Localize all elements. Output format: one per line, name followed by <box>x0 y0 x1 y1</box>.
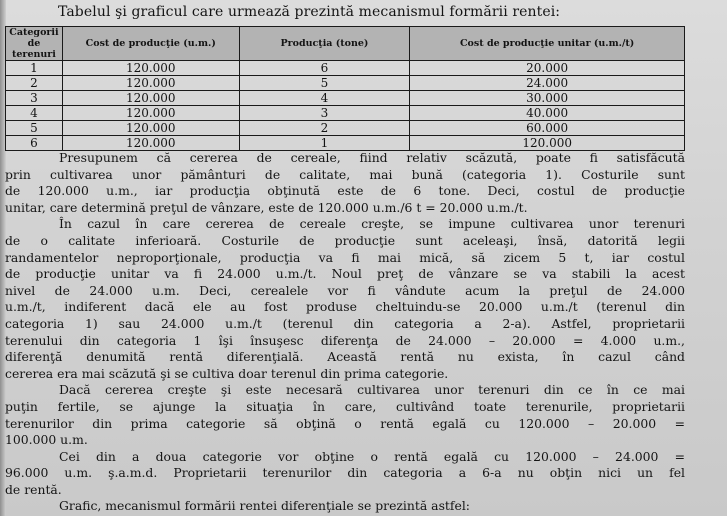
text-line: de producţie unitar va fi 24.000 u.m./t. Noul preţ de vânzare se va stabili la acest <box>5 266 685 282</box>
text-line: Dacă cererea creşte şi este necesară cultivarea unor terenuri din ce în ce mai <box>59 382 685 398</box>
table-cell: 120.000 <box>62 106 239 121</box>
text-line: puţin fertile, se ajunge la situaţia în care, cultivând toate terenurile, proprietarii <box>5 398 685 414</box>
text-line: prin cultivarea unor pământuri de calitate, mai bună (categoria 1). Costurile sunt <box>5 166 685 182</box>
text-line: terenului din categoria 1 îşi însuşesc diferenţa de 24.000 – 20.000 = 4.000 u.m., <box>5 332 685 348</box>
text-line: diferenţă denumită rentă diferenţială. Această rentă nu exista, în cazul când <box>5 349 685 365</box>
text-line: 96.000 u.m. ş.a.m.d. Proprietarii terenurilor din categoria a 6-a nu obţin nici un fel <box>5 465 685 481</box>
text-line: de o calitate inferioară. Costurile de producţie sunt aceleaşi, însă, datorită legii <box>5 232 685 248</box>
text-line: Presupunem că cererea de cereale, fiind relativ scăzută, poate fi satisfăcută <box>59 150 685 165</box>
table-cell: 60.000 <box>410 121 685 136</box>
table-cell: 120.000 <box>410 136 685 151</box>
table-cell: 2 <box>239 121 410 136</box>
table-cell: 120.000 <box>62 61 239 76</box>
header-cost-productie: Cost de producţie (u.m.) <box>62 27 239 61</box>
body-text <box>5 150 685 515</box>
text-line: Grafic, mecanismul formării rentei diferenţiale se prezintă astfel: <box>59 498 470 514</box>
table-row <box>6 76 685 91</box>
table-cell: 120.000 <box>62 76 239 91</box>
text-line: În cazul în care cererea de cereale creşte, se impune cultivarea unor terenuri <box>59 216 685 232</box>
table-cell: 24.000 <box>410 76 685 91</box>
table-cell: 40.000 <box>410 106 685 121</box>
table-row <box>6 91 685 106</box>
table-cell: 120.000 <box>62 136 239 151</box>
table-cell: 6 <box>239 61 410 76</box>
table-cell: 4 <box>239 91 410 106</box>
table-cell: 6 <box>6 136 63 151</box>
text-line: de rentă. <box>5 481 62 497</box>
text-line: Cei din a doua categorie vor obţine o rentă egală cu 120.000 – 24.000 = <box>59 448 685 464</box>
table-row <box>6 136 685 151</box>
header-categorii: Categorii de terenuri <box>6 27 63 61</box>
header-cost-unitar: Cost de producţie unitar (u.m./t) <box>410 27 685 61</box>
table-cell: 30.000 <box>410 91 685 106</box>
text-line: randamentelor neproporţionale, producţia va fi mai mică, să zicem 5 t, iar costul <box>5 249 685 265</box>
text-line: 100.000 u.m. <box>5 432 88 448</box>
table-cell: 120.000 <box>62 121 239 136</box>
header-productia: Producţia (tone) <box>239 27 410 61</box>
text-line: terenurilor din prima categorie să obţină o rentă egală cu 120.000 – 20.000 = <box>5 415 685 431</box>
table-cell: 5 <box>239 76 410 91</box>
text-line: unitar, care determină preţul de vânzare, este de 120.000 u.m./6 t = 20.000 u.m./t. <box>5 199 528 215</box>
table-cell: 5 <box>6 121 63 136</box>
page-title: Tabelul şi graficul care urmează prezintă mecanismul formării rentei: <box>58 4 561 20</box>
table-row <box>6 61 685 76</box>
table-cell: 120.000 <box>62 91 239 106</box>
table-cell: 1 <box>239 136 410 151</box>
table-cell: 3 <box>239 106 410 121</box>
table-cell: 1 <box>6 61 63 76</box>
table-cell: 20.000 <box>410 61 685 76</box>
table-row <box>6 106 685 121</box>
table-cell: 2 <box>6 76 63 91</box>
text-line: de 120.000 u.m., iar producţia obţinută este de 6 tone. Deci, costul de producţie <box>5 183 685 199</box>
rent-table <box>5 26 685 151</box>
table-cell: 4 <box>6 106 63 121</box>
text-line: categoria 1) sau 24.000 u.m./t (terenul din categoria a 2-a). Astfel, proprietarii <box>5 315 685 331</box>
table-cell: 3 <box>6 91 63 106</box>
table-header-row <box>6 27 685 61</box>
table-row <box>6 121 685 136</box>
text-line: u.m./t, indiferent dacă ele au fost produse cheltuindu-se 20.000 u.m./t (terenul din <box>5 299 685 315</box>
text-line: nivel de 24.000 u.m. Deci, cerealele vor fi vândute acum la preţul de 24.000 <box>5 282 685 298</box>
text-line: cererea era mai scăzută şi se cultiva doar terenul din prima categorie. <box>5 365 449 381</box>
